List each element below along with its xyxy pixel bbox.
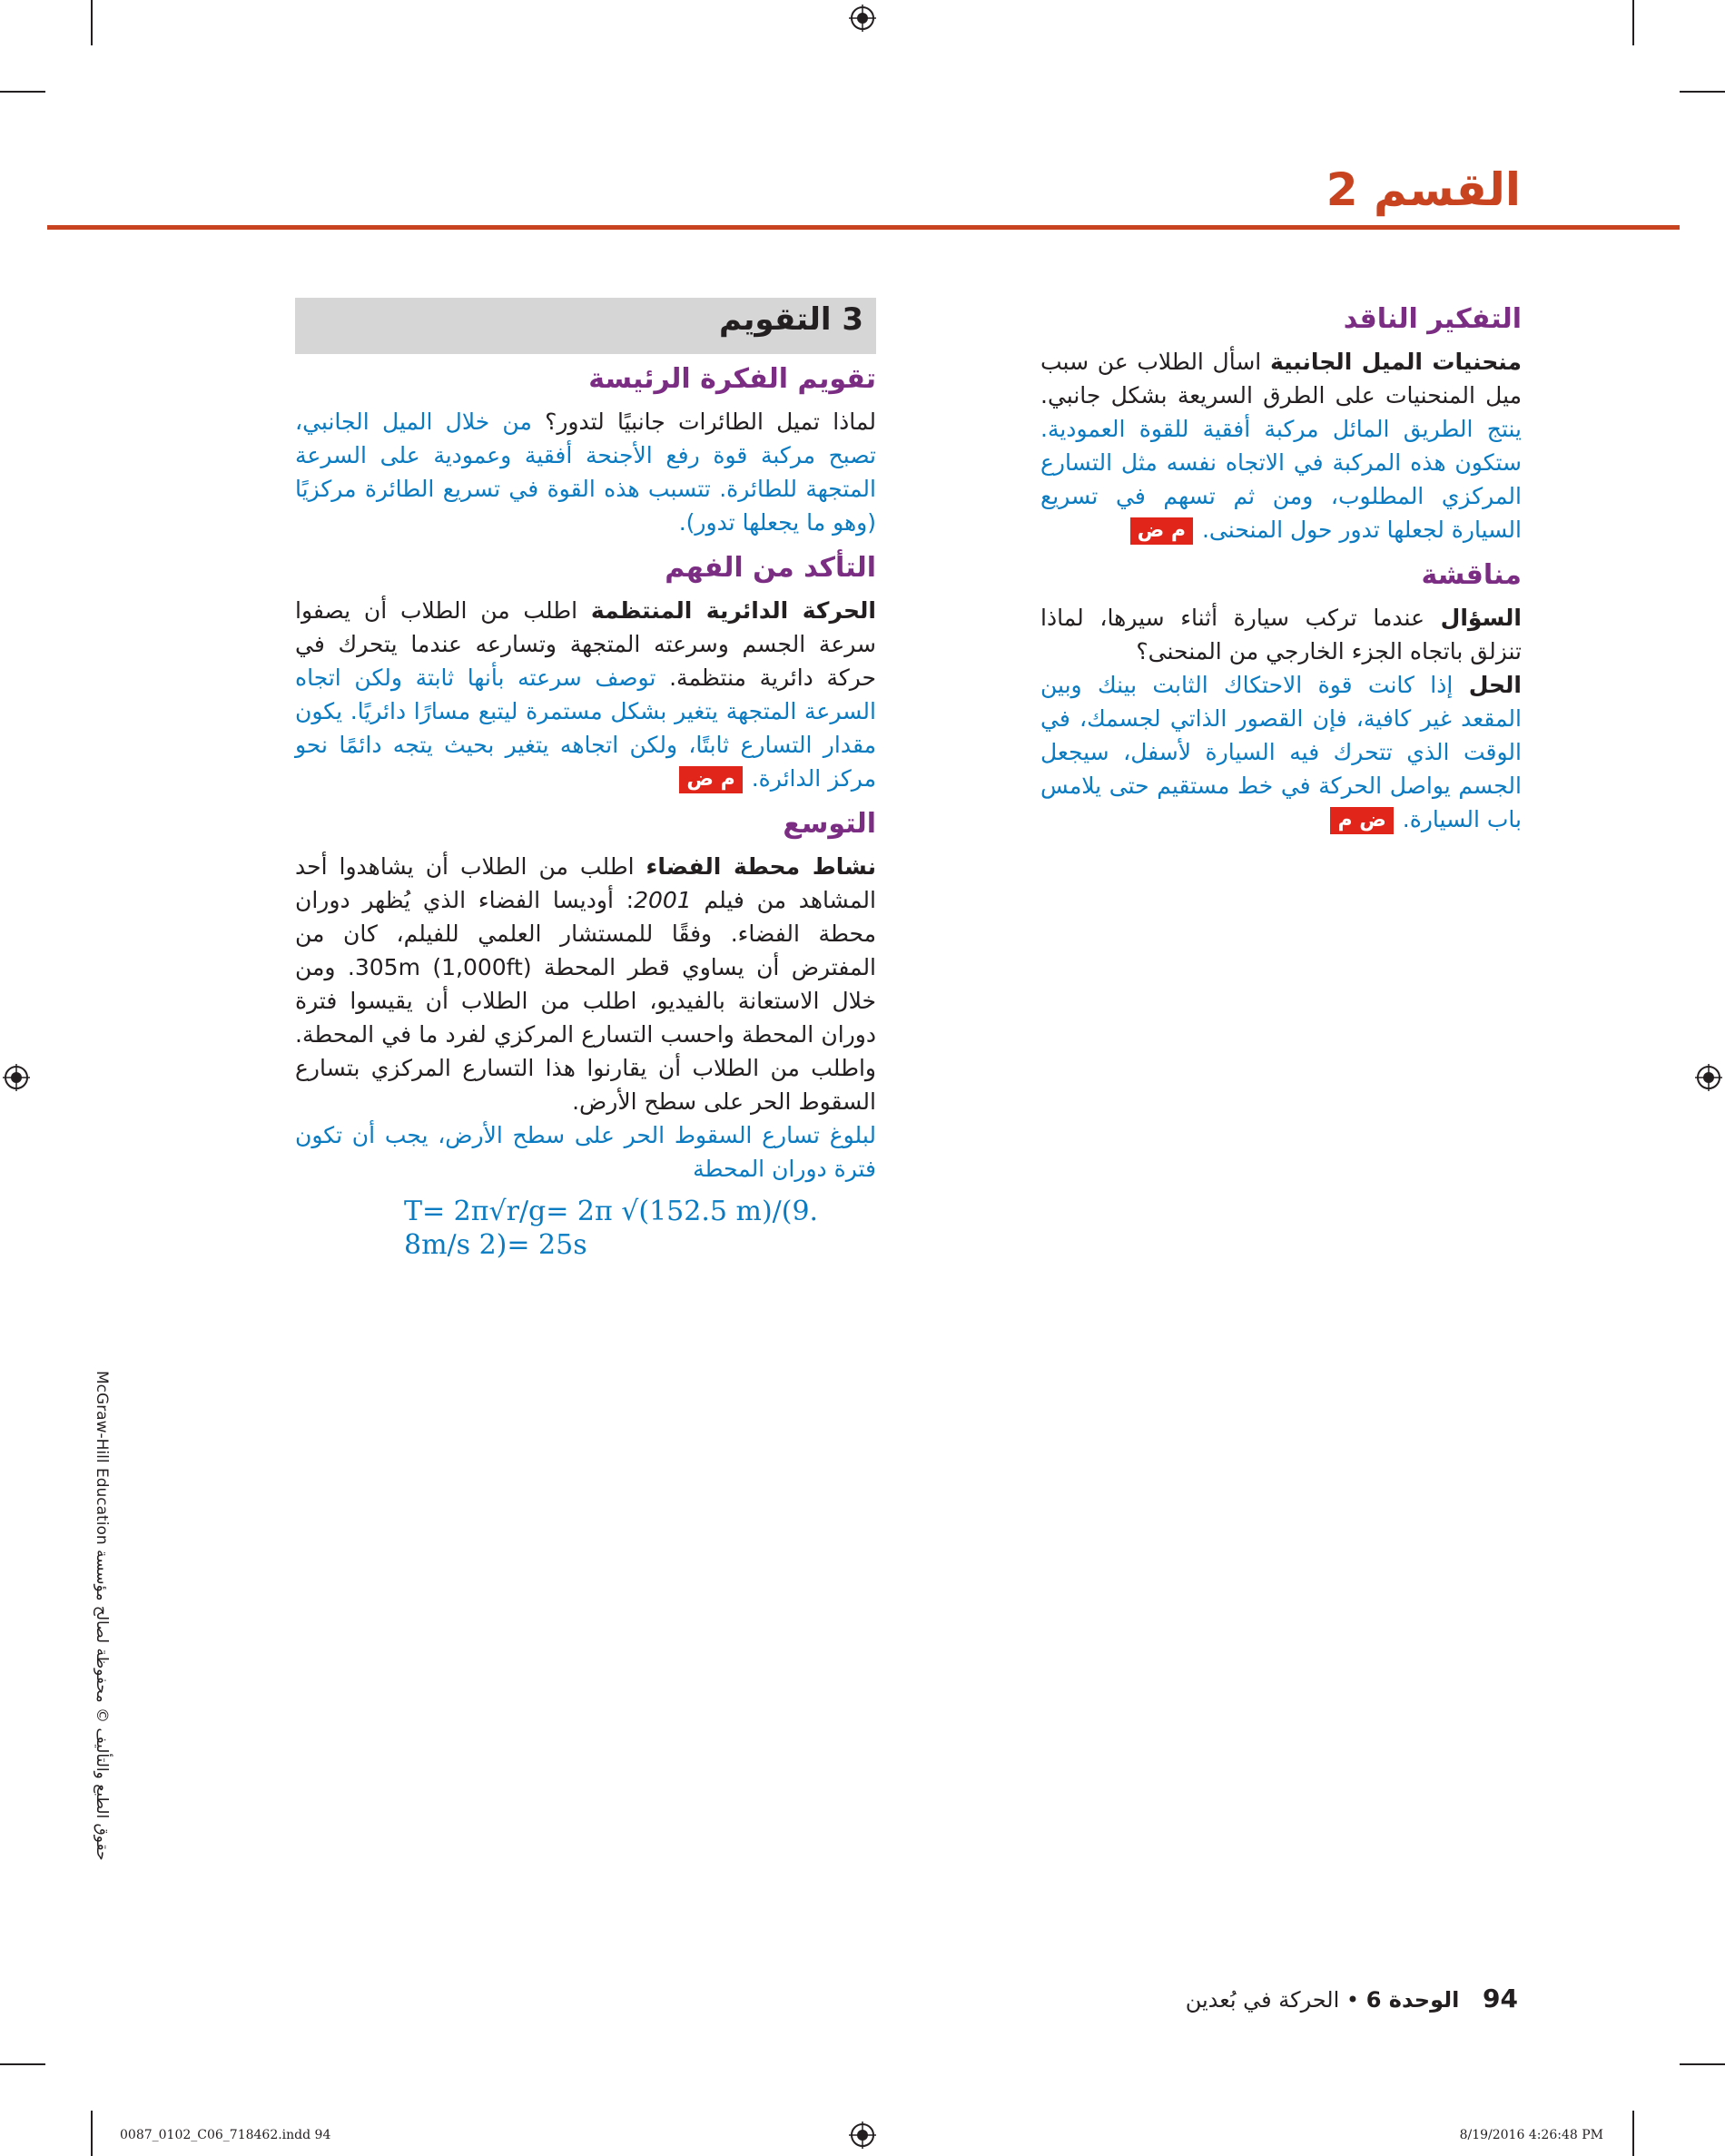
crop-mark — [1680, 2063, 1725, 2065]
registration-mark-icon — [849, 2122, 876, 2149]
assessment-title: 3 التقويم — [718, 301, 863, 338]
discussion-solution — [1040, 668, 1522, 836]
extend-answer: لبلوغ تسارع السقوط الحر على سطح الأرض، يجب أن تكون فترة دوران المحطة — [295, 1122, 876, 1182]
crop-mark — [1632, 0, 1634, 45]
critical-thinking-body — [1040, 345, 1522, 546]
critical-thinking-topic: منحنيات الميل الجانبية — [1269, 349, 1522, 375]
differentiation-badge: ض م — [1330, 807, 1393, 834]
slug-filename: 0087_0102_C06_718462.indd 94 — [120, 2128, 331, 2142]
check-answer: توصف سرعته بأنها ثابتة ولكن اتجاه السرعة المتجهة يتغير بشكل مستمرة ليتبع مسارًا دائريًا. يكون مقدار التسارع ثابتًا، ولكن اتجاهه يتغير بحيث يتجه دائمًا نحو مركز الدائرة. — [295, 665, 876, 792]
check-label: الحركة الدائرية المنتظمة — [590, 597, 876, 624]
section-rule — [47, 225, 1680, 230]
solution-label: الحل — [1468, 672, 1522, 698]
check-body — [295, 594, 876, 795]
registration-mark-icon — [3, 1064, 30, 1091]
differentiation-badge: م ض — [679, 766, 742, 793]
page-number: 94 — [1483, 1984, 1518, 2013]
critical-thinking-answer: ينتج الطريق المائل مركبة أفقية للقوة العمودية. ستكون هذه المركبة في الاتجاه نفسه مثل التسارع المركزي المطلوب، ومن ثم تسهم في تسريع السيارة لجعلها تدور حول المنحنى. — [1040, 416, 1522, 543]
discussion-question — [1040, 601, 1522, 668]
discussion-heading: مناقشة — [1421, 559, 1522, 591]
period-formula: T= 2π√r/g= 2π √(152.5 m)/(9. 8m/s 2)= 25s — [404, 1196, 819, 1261]
crop-mark — [0, 91, 45, 93]
question-text: عندما تركب سيارة أثناء سيرها، لماذا تنزلق باتجاه الجزء الخارجي من المنحنى؟ — [1040, 605, 1522, 665]
registration-mark-icon — [849, 5, 876, 32]
film-title: 2001 — [634, 887, 692, 913]
differentiation-badge: م ض — [1130, 517, 1193, 545]
extend-heading: التوسع — [783, 808, 876, 840]
copyright-notice: حقوق الطبع والتأليف © محفوظة لصالح مؤسسة McGraw-Hill Education — [93, 1371, 111, 1861]
crop-mark — [91, 0, 93, 45]
check-text: اطلب من الطلاب أن يصفوا سرعة الجسم وسرعته المتجهة وتسارعه عندما يتحرك في حركة دائرية منتظمة. — [295, 597, 876, 691]
big-idea-answer: من خلال الميل الجانبي، تصبح مركبة قوة رفع الأجنحة أفقية وعمودية على السرعة المتجهة للطائرة. تتسبب هذه القوة في تسريع الطائرة مركزيًا (وهو ما يجعلها تدور). — [295, 409, 876, 536]
right-column — [1040, 300, 1522, 836]
big-idea-heading: تقويم الفكرة الرئيسة — [588, 363, 876, 395]
assessment-bar — [295, 298, 876, 354]
slug-timestamp: 8/19/2016 4:26:48 PM — [1459, 2128, 1603, 2142]
crop-mark — [91, 2111, 93, 2156]
crop-mark — [1680, 91, 1725, 93]
folio-bullet: • — [1346, 1987, 1360, 2013]
extend-text-1: اطلب من الطلاب أن يشاهدوا أحد المشاهد من فيلم — [295, 853, 876, 913]
critical-thinking-heading: التفكير الناقد — [1343, 303, 1522, 335]
section-title: القسم 2 — [1326, 163, 1521, 216]
registration-mark-icon — [1695, 1064, 1722, 1091]
big-idea-body — [295, 405, 876, 539]
question-label: السؤال — [1440, 605, 1522, 631]
crop-mark — [0, 2063, 45, 2065]
extend-body — [295, 850, 876, 1118]
extend-label: نشاط محطة الفضاء — [646, 853, 876, 880]
check-heading: التأكد من الفهم — [665, 552, 876, 584]
extend-text-2: : أوديسا الفضاء الذي يُظهر دوران محطة الفضاء. وفقًا للمستشار العلمي للفيلم، كان من المفترض أن يساوي قطر المحطة 305m (1,000ft). ومن خلال الاستعانة بالفيديو، اطلب من الطلاب أن يقيسوا فترة دوران المحطة واحسب التسارع المركزي لفرد ما في المحطة. واطلب من الطلاب أن يقارنوا هذا التسارع المركزي بتسارع السقوط الحر على سطح الأرض. — [295, 887, 877, 1115]
critical-thinking-prompt: اسأل الطلاب عن سبب ميل المنحنيات على الطرق السريعة بشكل جانبي. — [1040, 349, 1522, 409]
big-idea-question: لماذا تميل الطائرات جانبيًا لتدور؟ — [545, 409, 876, 435]
page-folio — [1186, 1984, 1518, 2013]
crop-mark — [1632, 2111, 1634, 2156]
unit-label: الوحدة 6 — [1365, 1987, 1460, 2013]
unit-title: الحركة في بُعدين — [1185, 1987, 1340, 2013]
left-column — [295, 298, 876, 1262]
solution-text: إذا كانت قوة الاحتكاك الثابت بينك وبين المقعد غير كافية، فإن القصور الذاتي لجسمك، في الوقت الذي تتحرك فيه السيارة لأسفل، سيجعل الجسم يواصل الحركة في خط مستقيم حتى يلامس باب السيارة. — [1040, 672, 1522, 832]
